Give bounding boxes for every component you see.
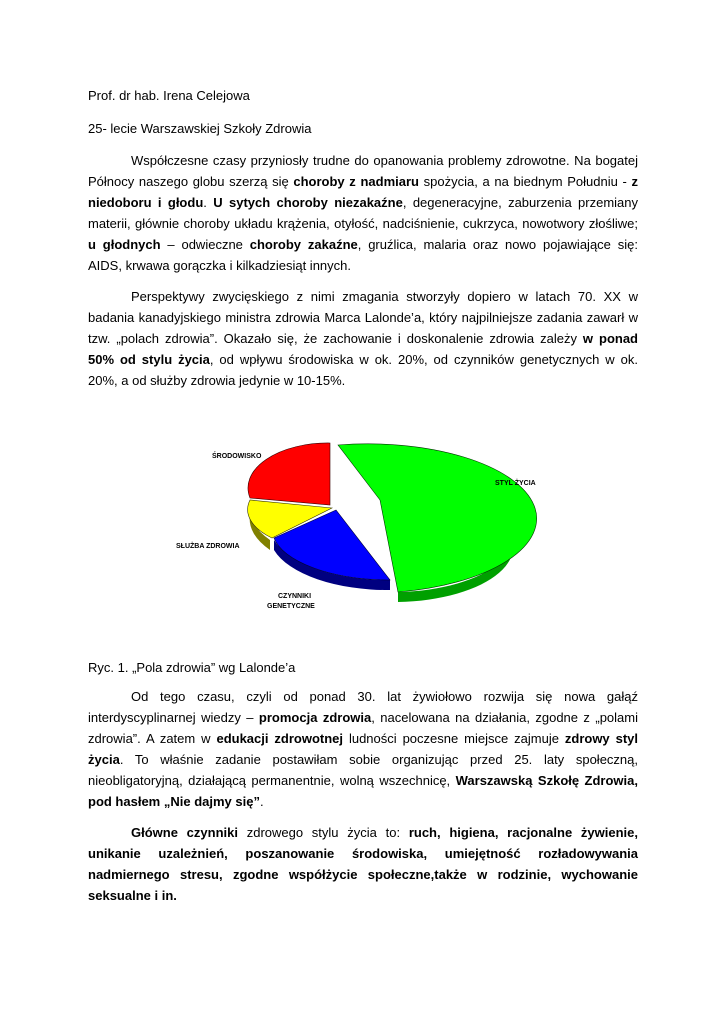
pie-chart <box>150 430 570 630</box>
document-title: 25- lecie Warszawskiej Szkoły Zdrowia <box>88 121 312 136</box>
pie-label-genetyczne-1: CZYNNIKI <box>278 593 312 600</box>
author-line: Prof. dr hab. Irena Celejowa <box>88 88 250 103</box>
paragraph-1: Współczesne czasy przyniosły trudne do opanowania problemy zdrowotne. Na bogatej Północy naszego globu szerzą się choroby z nadmiaru spożycia, a na biednym Południu - z niedoboru i głodu. U sytych choroby niezakaźne, degeneracyjne, zaburzenia przemiany materii, głównie choroby układu krążenia, otyłość, nadciśnienie, cukrzyca, nowotwory złośliwe; u głodnych – odwieczne choroby zakaźne, gruźlica, malaria oraz nowo pojawiające się: AIDS, krwawa gorączka i kilkadziesiąt innych. <box>88 153 638 273</box>
paragraph-3: Od tego czasu, czyli od ponad 30. lat żywiołowo rozwija się nowa gałąź interdyscyplinarnej wiedzy – promocja zdrowia, nacelowana na działania, zgodne z „polami zdrowia”. A zatem w edukacji zdrowotnej ludności poczesne miejsce zajmuje zdrowy styl życia. To właśnie zadanie postawiłam sobie organizując przed 25. laty społeczną, nieobligatoryjną, działającą permanentnie, wolną wszechnicę, Warszawską Szkołę Zdrowia, pod hasłem „Nie dajmy się”. <box>88 689 638 809</box>
pie-label-styl-zycia: STYL ŻYCIA <box>495 480 536 487</box>
paragraph-2: Perspektywy zwycięskiego z nimi zmagania stworzyły dopiero w latach 70. XX w badania kanadyjskiego ministra zdrowia Marca Lalonde’a, który najpilniejsze zadania zawarł w tzw. „polach zdrowia”. Okazało się, że zachowanie i doskonalenie zdrowia zależy w ponad 50% od stylu życia, od wpływu środowiska w ok. 20%, od czynników genetycznych w ok. 20%, a od służby zdrowia jedynie w 10-15%. <box>88 289 638 388</box>
paragraph-4: Główne czynniki zdrowego stylu życia to: ruch, higiena, racjonalne żywienie, unikanie uzależnień, poszanowanie środowiska, umiejętność rozładowywania nadmiernego stresu, zgodne współżycie społeczne,także w rodzinie, wychowanie seksualne i in. <box>88 825 639 903</box>
pie-chart-svg <box>150 430 570 630</box>
figure-caption: Ryc. 1. „Pola zdrowia” wg Lalonde’a <box>88 660 296 675</box>
pie-label-srodowisko: ŚRODOWISKO <box>212 453 262 460</box>
pie-label-sluzba-zdrowia: SŁUŻBA ZDROWIA <box>176 543 240 550</box>
pie-label-genetyczne-2: GENETYCZNE <box>267 603 315 610</box>
